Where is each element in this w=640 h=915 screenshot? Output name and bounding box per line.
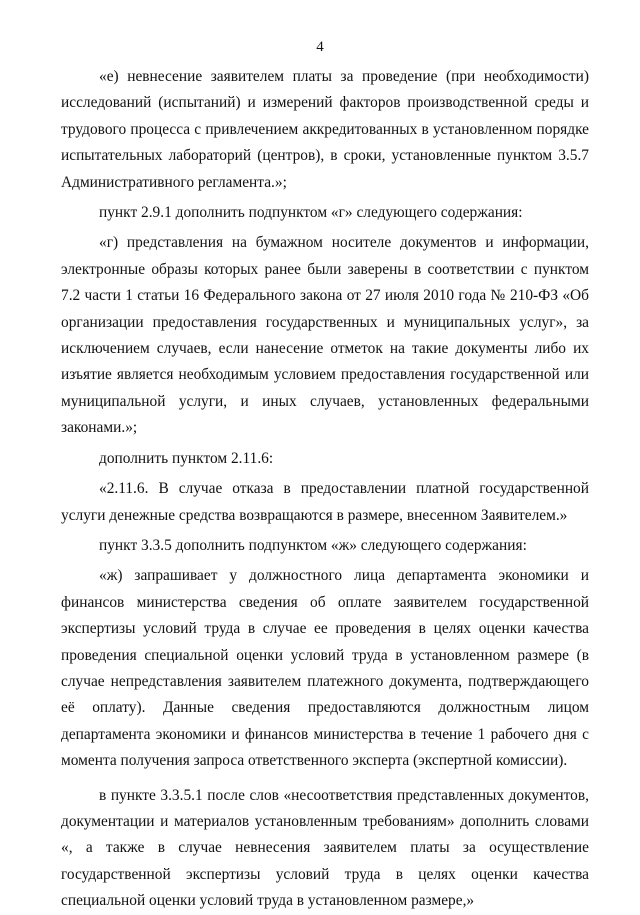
- paragraph-2-9-1-instruction: пункт 2.9.1 дополнить подпунктом «г» следующего содержания:: [99, 204, 523, 222]
- paragraph-2-11-6-refund: «2.11.6. В случае отказа в предоставлении платной государственной услуги денежные средства возвращаются в размере, внесенном Заявителем.»: [61, 480, 589, 524]
- page-number: 4: [316, 39, 324, 55]
- paragraph-e-nonpayment: «е) невнесение заявителем платы за проведение (при необходимости) исследований (испытаний) и измерений факторов производственной среды и трудового процесса с привлечением аккредитованных в установленном порядке испытательных лабораторий (центров), в сроки, установленные пунктом 3.5.7 Административного регламента.»;: [61, 68, 589, 191]
- paragraph-g-documents: «г) представления на бумажном носителе документов и информации, электронные образы которых ранее были заверены в соответствии с пунктом 7.2 части 1 статьи 16 Федерального закона от 27 июля 2010 года № 210-ФЗ «Об организации предоставления государственных и муниципальных услуг», за исключением случаев, если нанесение отметок на такие документы либо их изъятие является необходимым условием предоставления государственной или муниципальной услуги, и иных случаев, установленных федеральными законами.»;: [61, 234, 589, 437]
- paragraph-2-11-6-instruction: дополнить пунктом 2.11.6:: [99, 449, 274, 467]
- document-body: [61, 64, 589, 915]
- paragraph-3-3-5-instruction: пункт 3.3.5 дополнить подпунктом «ж» следующего содержания:: [99, 536, 527, 554]
- paragraph-3-3-5-1-amendment: в пункте 3.3.5.1 после слов «несоответствия представленных документов, документации и материалов установленным требованиям» дополнить словами «, а также в случае невнесения заявителем платы за осуществление государственной экспертизы условий труда в целях оценки качества специальной оценки условий труда в установленном размере,»: [61, 786, 589, 910]
- paragraph-zh-payment-request: «ж) запрашивает у должностного лица департамента экономики и финансов министерства сведения об оплате заявителем государственной экспертизы условий труда в случае ее проведения в целях оценки качества проведения специальной оценки условий труда в установленном размере (в случае непредставления заявителем платежного документа, подтверждающего её оплату). Данные сведения предоставляются должностным лицом департамента экономики и финансов министерства в течение 1 рабочего дня с момента получения запроса ответственного эксперта (экспертной комиссии).: [61, 567, 589, 770]
